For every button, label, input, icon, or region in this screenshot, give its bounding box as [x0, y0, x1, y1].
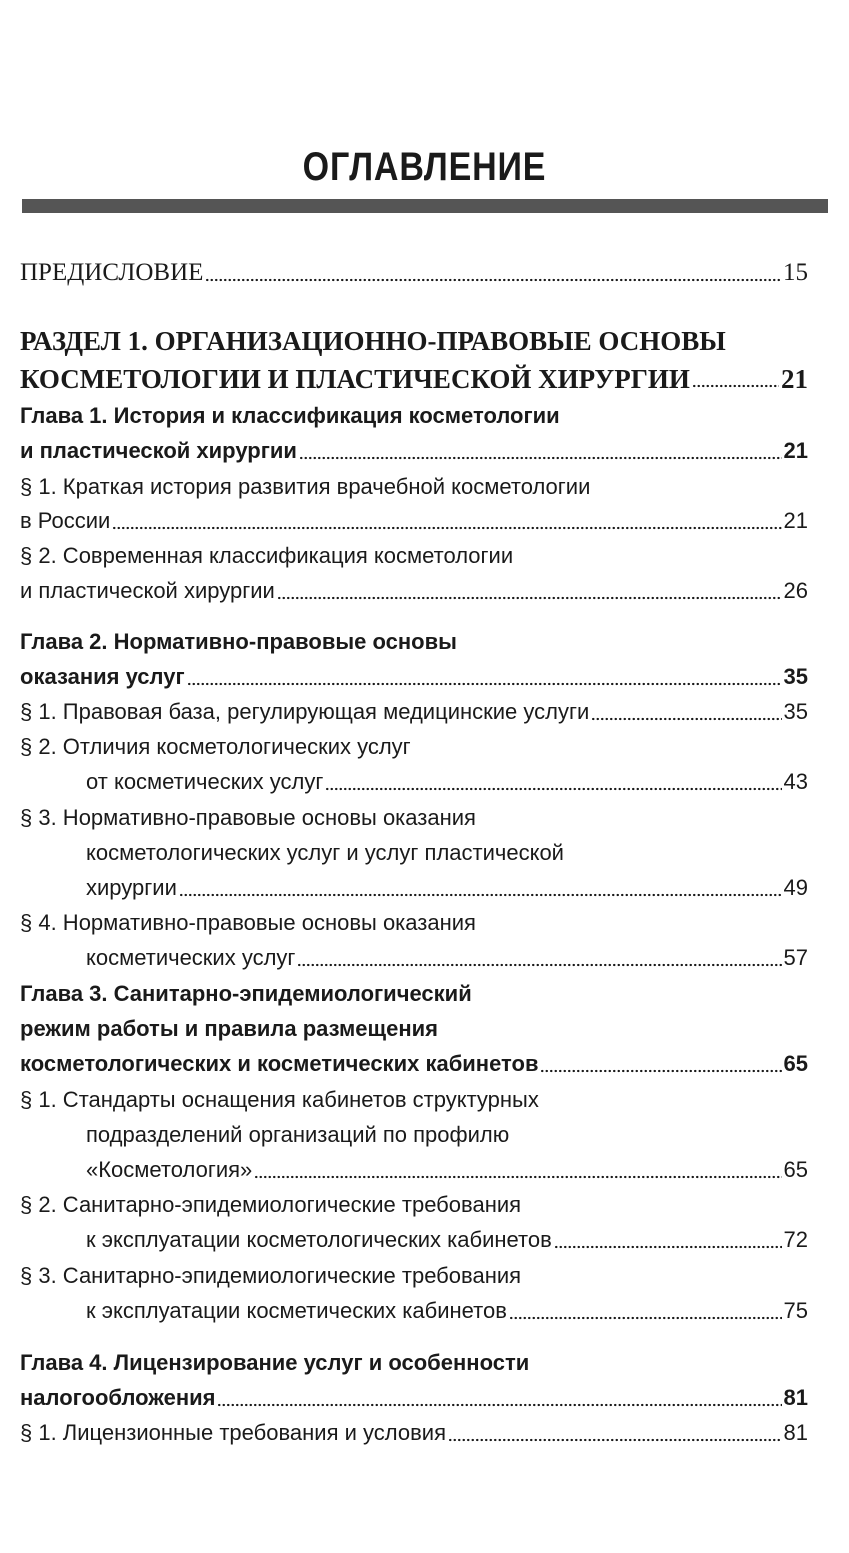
- toc-page-number: 26: [783, 578, 808, 603]
- toc-page-number: 21: [783, 438, 808, 463]
- toc-page-number: 57: [783, 945, 808, 970]
- toc-entry-ch2-para-2: [86, 767, 808, 797]
- ch2-para-3-line-2: косметологических услуг и услуг пластической: [86, 840, 564, 865]
- toc-page-number: 15: [783, 259, 808, 286]
- toc-entry-ch3-para-2: [86, 1225, 808, 1255]
- toc-entry-ch2-para-1: [20, 697, 808, 727]
- toc-entry-text: оказания услуг: [20, 664, 185, 689]
- toc-entry-chapter-4: [20, 1383, 808, 1413]
- chapter-3-title: Глава 3. Санитарно-эпидемиологический: [20, 981, 472, 1006]
- toc-entry-text: косметических услуг: [86, 945, 296, 970]
- title-rule: [22, 199, 828, 213]
- toc-entry-ch3-para-3: [86, 1296, 808, 1326]
- toc-entry-text: «Косметология»: [86, 1157, 253, 1182]
- toc-page-number: 21: [783, 508, 808, 533]
- page-title: ОГЛАВЛЕНИЕ: [302, 145, 547, 189]
- ch3-para-3-title: § 3. Санитарно-эпидемиологические требования: [20, 1263, 522, 1288]
- chapter-4-title: Глава 4. Лицензирование услуг и особенности: [20, 1350, 530, 1375]
- ch2-para-4-title: § 4. Нормативно-правовые основы оказания: [20, 910, 476, 935]
- toc-entry-text: к эксплуатации косметических кабинетов: [86, 1298, 507, 1323]
- ch3-para-1-title: § 1. Стандарты оснащения кабинетов структурных: [20, 1087, 539, 1112]
- chapter-2-title: Глава 2. Нормативно-правовые основы: [20, 629, 457, 654]
- dot-leader: [217, 1403, 781, 1407]
- toc-entry-ch4-para-1: [20, 1418, 808, 1448]
- dot-leader: [187, 682, 782, 686]
- toc-page-number: 81: [783, 1385, 808, 1410]
- toc-entry-text: § 1. Правовая база, регулирующая медицинские услуги: [20, 699, 590, 724]
- dot-leader: [112, 526, 781, 530]
- chapter-3-line-2: режим работы и правила размещения: [20, 1016, 438, 1041]
- ch3-para-1-line-2: подразделений организаций по профилю: [86, 1122, 510, 1147]
- toc-entry-text: к эксплуатации косметологических кабинетов: [86, 1227, 552, 1252]
- toc-page-number: 75: [783, 1298, 808, 1323]
- toc-page-number: 35: [783, 699, 808, 724]
- toc-entry-ch3-para-1: [86, 1155, 808, 1185]
- dot-leader: [254, 1175, 781, 1179]
- toc-page-number: 21: [781, 364, 808, 394]
- toc-entry-text: от косметических услуг: [86, 769, 324, 794]
- toc-entry-section-1: [20, 364, 808, 394]
- dot-leader: [297, 963, 781, 967]
- ch2-para-2-title: § 2. Отличия косметологических услуг: [20, 734, 411, 759]
- dot-leader: [509, 1316, 782, 1320]
- toc-entry-ch1-para-2: [20, 576, 808, 606]
- dot-leader: [325, 787, 781, 791]
- toc-entry-chapter-1: [20, 436, 808, 466]
- ch3-para-2-title: § 2. Санитарно-эпидемиологические требования: [20, 1192, 522, 1217]
- toc-entry-ch2-para-3: [86, 873, 808, 903]
- dot-leader: [554, 1245, 782, 1249]
- toc-entry-ch2-para-4: [86, 943, 808, 973]
- ch2-para-3-title: § 3. Нормативно-правовые основы оказания: [20, 805, 476, 830]
- toc-entry-text: КОСМЕТОЛОГИИ И ПЛАСТИЧЕСКОЙ ХИРУРГИИ: [20, 364, 690, 394]
- toc-entry-preface: [20, 258, 808, 288]
- toc-entry-text: косметологических и косметических кабинетов: [20, 1051, 539, 1076]
- dot-leader: [448, 1438, 782, 1442]
- toc-entry-text: налогообложения: [20, 1385, 216, 1410]
- toc-entry-chapter-3: [20, 1049, 808, 1079]
- dot-leader: [179, 893, 782, 897]
- toc-entry-text: § 1. Лицензионные требования и условия: [20, 1420, 446, 1445]
- section-1-title: РАЗДЕЛ 1. ОРГАНИЗАЦИОННО-ПРАВОВЫЕ ОСНОВЫ: [20, 326, 726, 356]
- toc-page-number: 49: [783, 875, 808, 900]
- toc-entry-text: хирургии: [86, 875, 177, 900]
- toc-entry-text: и пластической хирургии: [20, 438, 297, 463]
- chapter-1-title: Глава 1. История и классификация косметологии: [20, 403, 560, 428]
- ch1-para-2-title: § 2. Современная классификация косметологии: [20, 543, 514, 568]
- toc-page-number: 65: [783, 1157, 808, 1182]
- dot-leader: [277, 596, 782, 600]
- toc-entry-text: и пластической хирургии: [20, 578, 275, 603]
- toc-entry-ch1-para-1: [20, 506, 808, 536]
- dot-leader: [692, 384, 779, 388]
- toc-page-number: 35: [783, 664, 808, 689]
- toc-page-number: 72: [783, 1227, 808, 1252]
- toc-entry-chapter-2: [20, 662, 808, 692]
- toc-page-number: 43: [783, 769, 808, 794]
- dot-leader: [540, 1069, 781, 1073]
- dot-leader: [205, 278, 781, 282]
- toc-entry-text: ПРЕДИСЛОВИЕ: [20, 259, 204, 286]
- dot-leader: [591, 717, 781, 721]
- ch1-para-1-title: § 1. Краткая история развития врачебной косметологии: [20, 474, 591, 499]
- toc-entry-text: в России: [20, 508, 111, 533]
- dot-leader: [299, 456, 782, 460]
- toc-page-number: 65: [783, 1051, 808, 1076]
- toc-page-number: 81: [783, 1420, 808, 1445]
